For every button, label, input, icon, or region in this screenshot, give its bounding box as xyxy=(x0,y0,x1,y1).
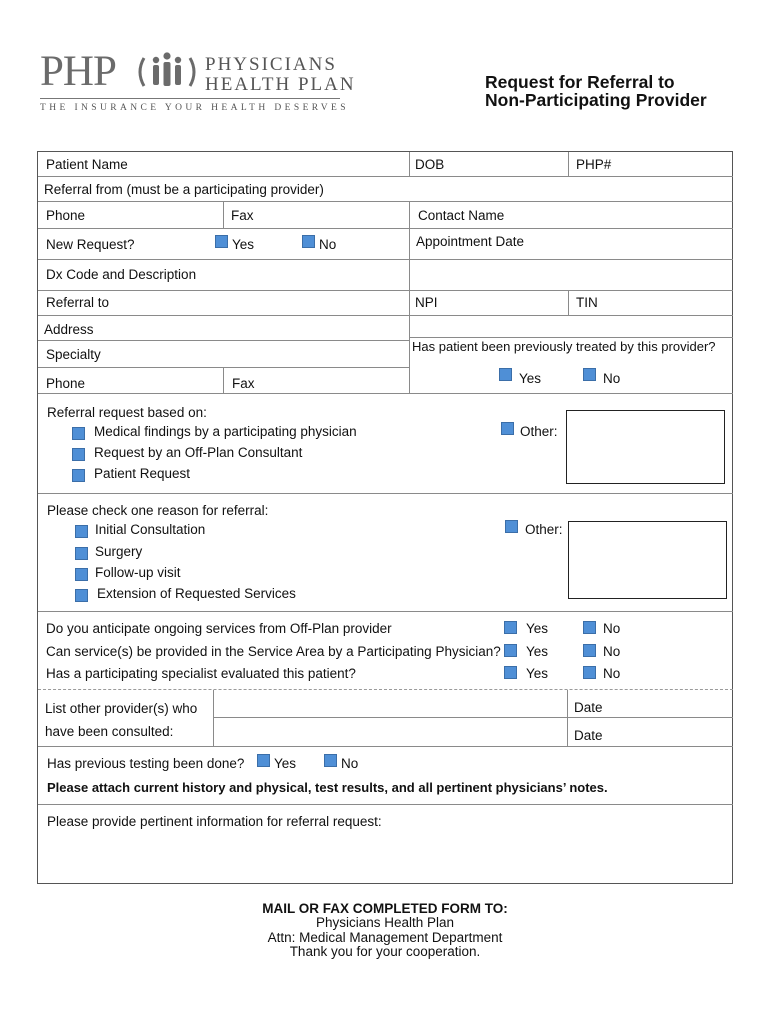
question-service-area-no-label: No xyxy=(603,644,621,659)
reason-surgery-label: Surgery xyxy=(95,544,143,559)
previous-testing-no-label: No xyxy=(341,756,359,771)
logo-name-line2: HEALTH PLAN xyxy=(205,74,356,95)
based-on-off-plan-consultant-checkbox[interactable] xyxy=(72,448,85,461)
logo-rule xyxy=(40,98,340,99)
previously-treated-yes-label: Yes xyxy=(519,371,542,386)
reason-follow-up-label: Follow-up visit xyxy=(95,565,181,580)
referral-to-fax-label[interactable]: Fax xyxy=(232,376,255,391)
previously-treated-no-checkbox[interactable] xyxy=(583,368,596,381)
referral-from-phone-label[interactable]: Phone xyxy=(46,208,86,223)
based-on-other-label: Other: xyxy=(520,424,558,439)
attach-note: Please attach current history and physical, test results, and all pertinent physicians’ notes. xyxy=(47,780,608,795)
other-provider-input-2[interactable] xyxy=(214,718,567,745)
tin-label[interactable]: TIN xyxy=(576,295,598,310)
previously-treated-no-label: No xyxy=(603,371,621,386)
referral-from-label[interactable]: Referral from (must be a participating provider) xyxy=(44,182,324,197)
reason-extension-checkbox[interactable] xyxy=(75,589,88,602)
other-provider-date-label-2[interactable]: Date xyxy=(574,728,603,743)
new-request-label: New Request? xyxy=(46,237,135,252)
reason-other-checkbox[interactable] xyxy=(505,520,518,533)
based-on-medical-findings-label: Medical findings by a participating physician xyxy=(94,424,357,439)
logo-people-icon xyxy=(134,50,200,94)
footer-heading: MAIL OR FAX COMPLETED FORM TO: xyxy=(262,901,508,916)
previously-treated-label: Has patient been previously treated by this provider? xyxy=(412,339,716,354)
new-request-no-checkbox[interactable] xyxy=(302,235,315,248)
new-request-yes-checkbox[interactable] xyxy=(215,235,228,248)
based-on-medical-findings-checkbox[interactable] xyxy=(72,427,85,440)
question-specialist-evaluated-yes-checkbox[interactable] xyxy=(504,666,517,679)
php-number-label[interactable]: PHP# xyxy=(576,157,612,172)
reason-follow-up-checkbox[interactable] xyxy=(75,568,88,581)
referral-to-label[interactable]: Referral to xyxy=(46,295,110,310)
other-provider-date-label-1[interactable]: Date xyxy=(574,700,603,715)
other-providers-label-line1: List other provider(s) who xyxy=(45,701,198,716)
referral-to-phone-label[interactable]: Phone xyxy=(46,376,86,391)
reason-label: Please check one reason for referral: xyxy=(47,503,269,518)
question-ongoing-services-no-checkbox[interactable] xyxy=(583,621,596,634)
reason-initial-consultation-checkbox[interactable] xyxy=(75,525,88,538)
pertinent-info-label: Please provide pertinent information for referral request: xyxy=(47,814,382,829)
other-provider-input-1[interactable] xyxy=(214,690,567,717)
new-request-yes-label: Yes xyxy=(232,237,255,252)
question-ongoing-services-yes-label: Yes xyxy=(526,621,549,636)
reason-surgery-checkbox[interactable] xyxy=(75,547,88,560)
new-request-no-label: No xyxy=(319,237,337,252)
reason-extension-label: Extension of Requested Services xyxy=(97,586,296,601)
question-ongoing-services-no-label: No xyxy=(603,621,621,636)
patient-name-label[interactable]: Patient Name xyxy=(46,157,128,172)
logo-abbr: PHP xyxy=(40,48,116,95)
form-title-line2: Non-Participating Provider xyxy=(485,90,707,110)
based-on-label: Referral request based on: xyxy=(47,405,207,420)
question-specialist-evaluated-no-checkbox[interactable] xyxy=(583,666,596,679)
specialty-label[interactable]: Specialty xyxy=(46,347,101,362)
question-ongoing-services-label: Do you anticipate ongoing services from Off-Plan provider xyxy=(46,621,392,636)
previously-treated-yes-checkbox[interactable] xyxy=(499,368,512,381)
question-specialist-evaluated-no-label: No xyxy=(603,666,621,681)
previous-testing-yes-label: Yes xyxy=(274,756,297,771)
question-specialist-evaluated-label: Has a participating specialist evaluated this patient? xyxy=(46,666,356,681)
other-providers-label-line2: have been consulted: xyxy=(45,724,174,739)
contact-name-label[interactable]: Contact Name xyxy=(418,208,505,223)
based-on-patient-request-label: Patient Request xyxy=(94,466,191,481)
reason-other-textbox[interactable] xyxy=(568,521,727,599)
question-specialist-evaluated-yes-label: Yes xyxy=(526,666,549,681)
based-on-off-plan-consultant-label: Request by an Off-Plan Consultant xyxy=(94,445,303,460)
npi-label[interactable]: NPI xyxy=(415,295,438,310)
referral-from-fax-label[interactable]: Fax xyxy=(231,208,254,223)
question-service-area-yes-checkbox[interactable] xyxy=(504,644,517,657)
footer-line2: Attn: Medical Management Department xyxy=(267,930,503,945)
logo-tagline: THE INSURANCE YOUR HEALTH DESERVES xyxy=(40,103,349,113)
based-on-other-checkbox[interactable] xyxy=(501,422,514,435)
previous-testing-yes-checkbox[interactable] xyxy=(257,754,270,767)
footer-line1: Physicians Health Plan xyxy=(315,915,455,930)
address-label[interactable]: Address xyxy=(44,322,94,337)
reason-other-label: Other: xyxy=(525,522,563,537)
previous-testing-label: Has previous testing been done? xyxy=(47,756,245,771)
footer-line3: Thank you for your cooperation. xyxy=(289,944,481,959)
question-service-area-label: Can service(s) be provided in the Service Area by a Participating Physician? xyxy=(46,644,501,659)
reason-initial-consultation-label: Initial Consultation xyxy=(95,522,206,537)
appointment-date-label[interactable]: Appointment Date xyxy=(416,234,525,249)
based-on-other-textbox[interactable] xyxy=(566,410,725,484)
form-title-line1: Request for Referral to xyxy=(485,72,675,92)
logo-name-line1: PHYSICIANS xyxy=(205,54,337,75)
question-service-area-no-checkbox[interactable] xyxy=(583,644,596,657)
question-ongoing-services-yes-checkbox[interactable] xyxy=(504,621,517,634)
dob-label[interactable]: DOB xyxy=(415,157,445,172)
dx-code-label[interactable]: Dx Code and Description xyxy=(46,267,197,282)
based-on-patient-request-checkbox[interactable] xyxy=(72,469,85,482)
question-service-area-yes-label: Yes xyxy=(526,644,549,659)
pertinent-info-textarea[interactable] xyxy=(40,834,730,882)
previous-testing-no-checkbox[interactable] xyxy=(324,754,337,767)
